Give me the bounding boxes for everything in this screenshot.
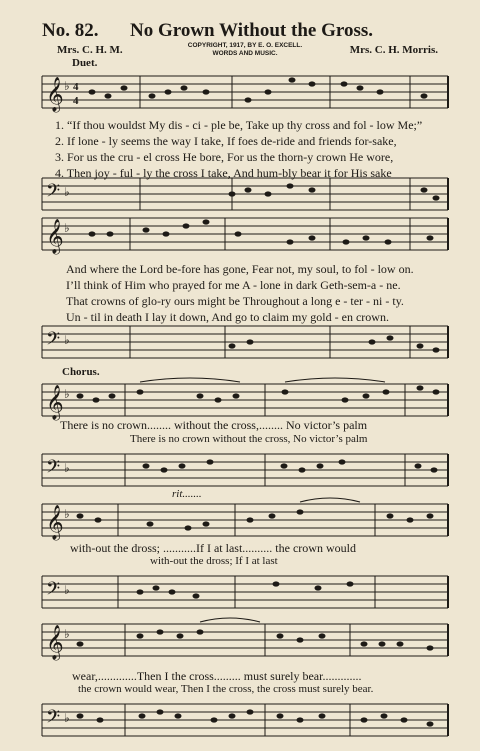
treble-staff-system-1 [0,66,480,116]
chorus-label: Chorus. [62,366,100,378]
svg-text:♭: ♭ [64,79,70,93]
svg-text:𝄞: 𝄞 [46,385,64,420]
bass-staff-chorus-1 [0,444,480,492]
chorus-line-3-upper: wear,.............Then I the cross......... must surely bear............. [72,669,362,683]
copyright-line-2: WORDS AND MUSIC. [212,50,278,57]
svg-text:4: 4 [73,95,79,107]
treble-staff-chorus-1 [0,374,480,424]
verse-1-line-2: And where the Lord be-fore has gone, Fear not, my soul, to fol - low on. [66,262,414,276]
hymn-number: No. 82. [42,20,99,41]
svg-text:♭: ♭ [64,583,70,597]
author-left: Mrs. C. H. M. [57,44,123,56]
verse-3-line-1: 3. For us the cru - el cross He bore, For us the thorn-y crown He wore, [55,150,394,164]
svg-text:♭: ♭ [64,461,70,475]
chorus-line-2-lower: with-out the dross; If I at last [150,555,278,567]
verse-1-line-1: 1. “If thou wouldst My dis - ci - ple be, Take up thy cross and fol - low Me;” [55,118,423,132]
verse-4-line-2: Un - til in death I lay it down, And go to claim my gold - en crown. [66,310,389,324]
treble-staff-chorus-2 [0,494,480,544]
svg-text:♭: ♭ [64,221,70,235]
svg-text:♭: ♭ [64,333,70,347]
svg-text:4: 4 [73,81,79,93]
chorus-line-3-lower: the crown would wear, Then I the cross, the cross must surely bear. [78,683,374,695]
svg-text:𝄢: 𝄢 [46,457,61,482]
verse-2-line-1: 2. If lone - ly seems the way I take, If foes de-ride and friends for-sake, [55,134,397,148]
svg-text:𝄞: 𝄞 [46,625,64,660]
duet-label: Duet. [72,57,98,69]
rit-marking: rit....... [172,488,202,500]
treble-staff-system-2 [0,208,480,260]
chorus-line-1-lower: There is no crown without the cross, No victor’s palm [130,433,368,445]
svg-text:♭: ♭ [64,387,70,401]
verse-4-line-1: 4. Then joy - ful - ly the cross I take, And hum-bly bear it for His sake [55,166,392,180]
svg-text:𝄢: 𝄢 [46,181,61,206]
svg-text:♭: ♭ [64,507,70,521]
treble-staff-chorus-3 [0,614,480,664]
chorus-line-2-upper: with-out the dross; ...........If I at last.......... the crown would [70,541,356,555]
svg-text:𝄞: 𝄞 [46,219,64,254]
svg-text:𝄢: 𝄢 [46,329,61,354]
hymn-title: No Grown Without the Gross. [130,20,373,41]
chorus-line-1-upper: There is no crown........ without the cross,........ No victor’s palm [60,418,368,432]
verse-2-line-2: I’ll think of Him who prayed for me A - lone in dark Geth-sem-a - ne. [66,278,401,292]
bass-staff-system-2 [0,316,480,364]
svg-text:𝄢: 𝄢 [46,707,61,732]
svg-text:♭: ♭ [64,711,70,725]
svg-text:♭: ♭ [64,627,70,641]
author-right: Mrs. C. H. Morris. [349,44,438,56]
svg-text:𝄞: 𝄞 [46,505,64,540]
verse-3-line-2: That crowns of glo-ry ours might be Throughout a long e - ter - ni - ty. [66,294,404,308]
copyright-line-1: COPYRIGHT, 1917, BY E. O. EXCELL. [187,42,303,49]
bass-staff-chorus-2 [0,566,480,612]
svg-text:𝄞: 𝄞 [46,77,64,112]
svg-text:♭: ♭ [64,185,70,199]
svg-text:𝄢: 𝄢 [46,579,61,604]
bass-staff-chorus-3 [0,694,480,744]
copyright-notice [170,42,320,58]
